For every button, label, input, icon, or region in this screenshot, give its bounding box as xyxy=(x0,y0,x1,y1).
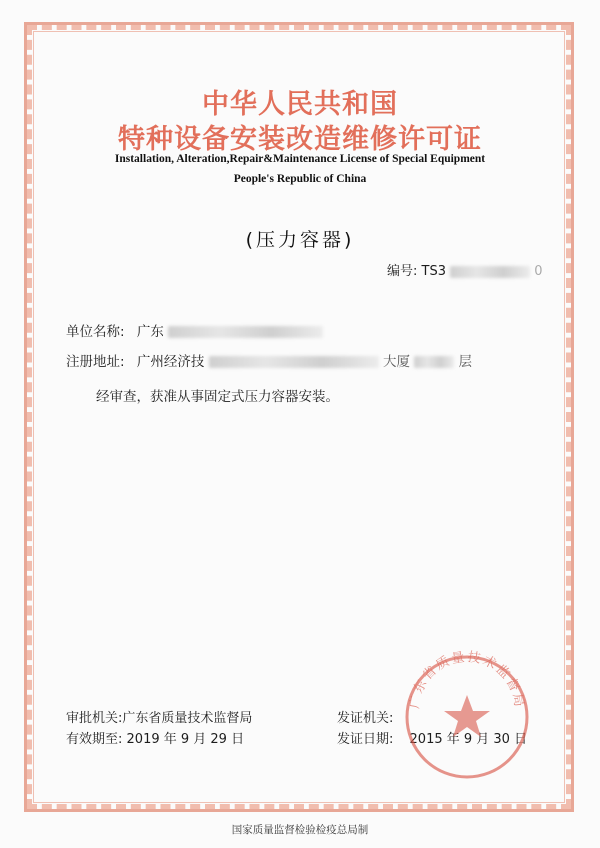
seal-star-icon xyxy=(444,695,490,737)
official-seal-stamp xyxy=(397,645,537,785)
title-country: 中华人民共和国 xyxy=(202,89,398,120)
printer-credit: 国家质量监督检验检疫总局制 xyxy=(231,824,369,836)
redacted-address-2 xyxy=(414,356,454,368)
approving-authority-label: 审批机关: xyxy=(66,711,123,726)
redacted-address-1 xyxy=(209,356,379,368)
valid-until xyxy=(66,728,244,747)
redacted-number xyxy=(450,266,530,278)
issuing-authority xyxy=(337,707,393,726)
certificate-number-label: 编号: xyxy=(387,264,418,279)
seal-text: 广东省质量技术监督局 xyxy=(407,649,527,710)
approving-authority-value: 广东省质量技术监督局 xyxy=(122,711,253,726)
title-license: 特种设备安装改造维修许可证 xyxy=(118,124,482,155)
approving-authority xyxy=(66,707,252,726)
registered-address-start: 广州经济技 xyxy=(136,354,205,370)
license-category: (压力容器) xyxy=(245,229,355,251)
title-english-country: People's Republic of China xyxy=(233,173,367,185)
valid-until-value: 2019 年 9 月 29 日 xyxy=(126,732,245,747)
issuing-authority-label: 发证机关: xyxy=(337,711,394,726)
unit-name-label: 单位名称: xyxy=(66,324,125,340)
registered-address-middle: 大厦 xyxy=(382,354,410,370)
unit-name-value: 广东 xyxy=(136,324,164,340)
certificate-number-prefix: TS3 xyxy=(421,264,446,279)
valid-until-label: 有效期至: xyxy=(66,732,123,747)
issue-date-value: 2015 年 9 月 30 日 xyxy=(409,732,528,747)
certificate-number xyxy=(387,260,543,279)
registered-address-row xyxy=(66,350,472,370)
certificate-number-tail: 0 xyxy=(534,264,543,279)
redacted-unit-name xyxy=(168,326,323,338)
registered-address-label: 注册地址: xyxy=(66,354,125,370)
issue-date-label: 发证日期: xyxy=(337,732,394,747)
approval-statement: 经审查，获准从事固定式压力容器安装。 xyxy=(96,389,339,405)
registered-address-end: 层 xyxy=(458,354,473,370)
title-english-license: Installation, Alteration,Repair&Maintenance License of Special Equipment xyxy=(114,153,486,165)
unit-name-row xyxy=(66,320,323,340)
